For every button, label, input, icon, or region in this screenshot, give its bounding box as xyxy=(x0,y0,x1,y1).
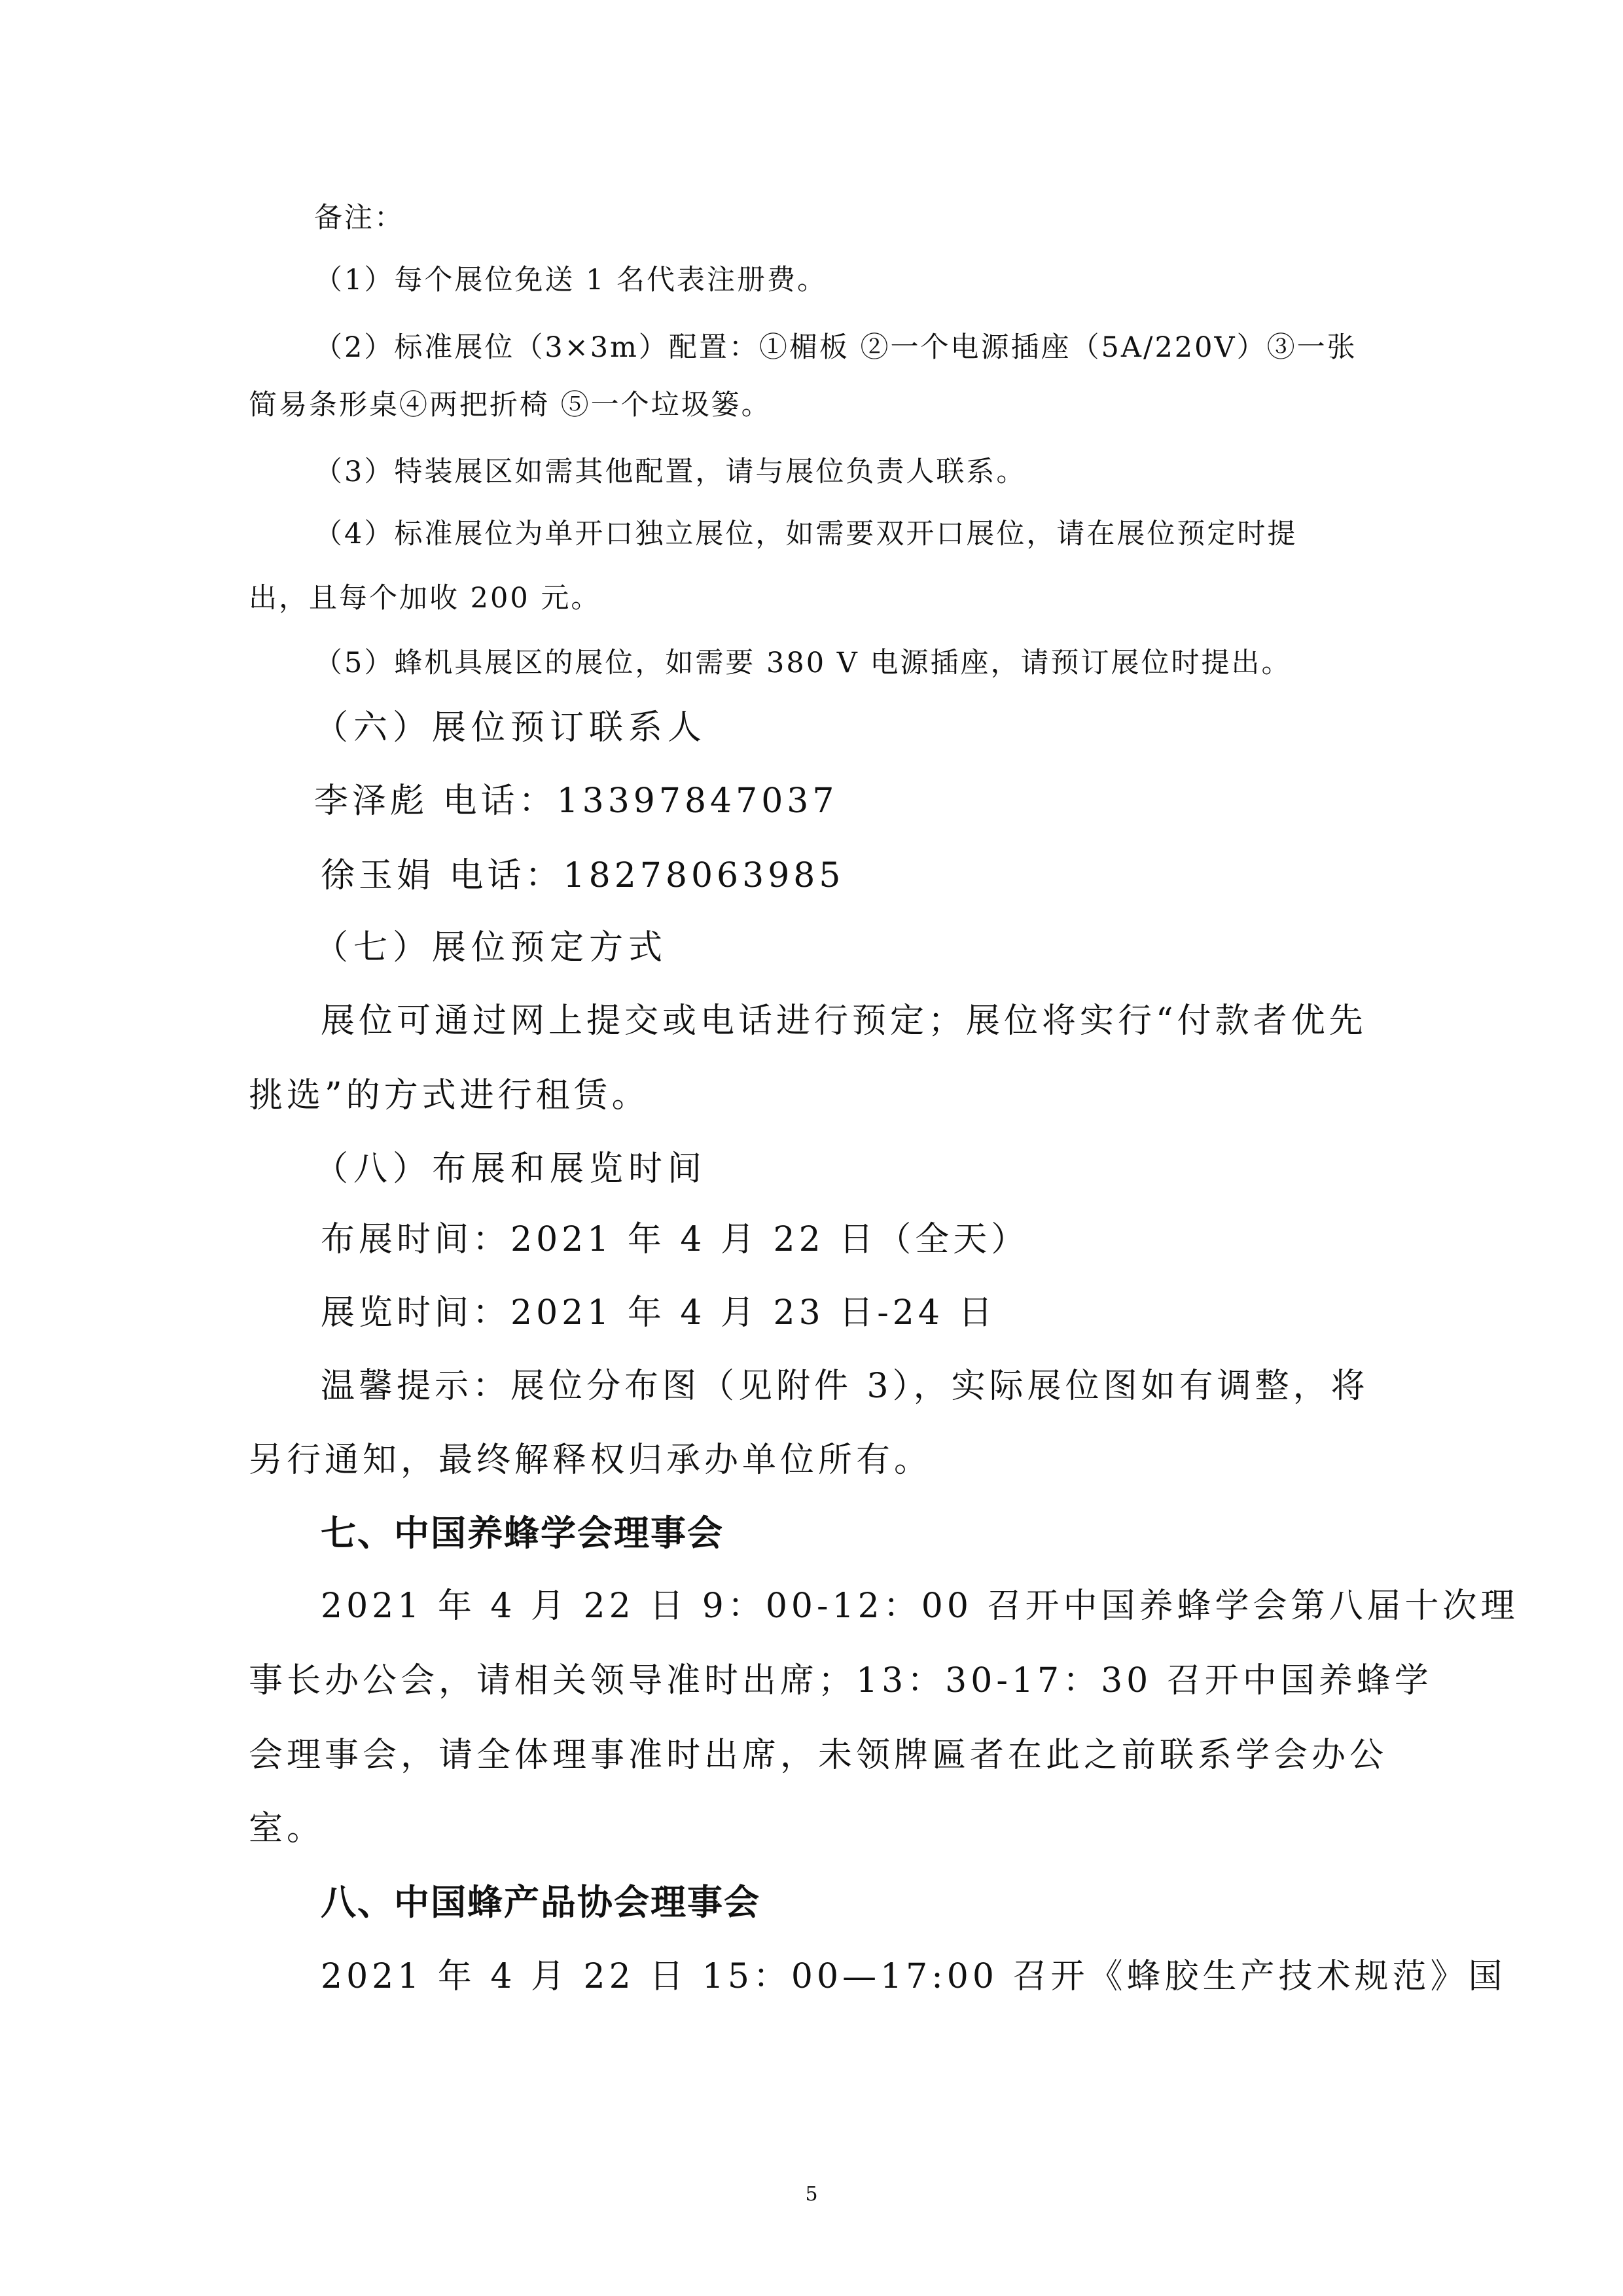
remarks-item-4-line-1: （4）标准展位为单开口独立展位，如需要双开口展位，请在展位预定时提 xyxy=(314,518,1298,550)
exhibit-time: 展览时间：2021 年 4 月 23 日-24 日 xyxy=(321,1293,997,1333)
section-7-line-4: 室。 xyxy=(249,1809,325,1848)
remarks-item-2-line-1: （2）标准展位（3×3m）配置：①楣板 ②一个电源插座（5A/220V）③一张 xyxy=(314,331,1357,364)
page-number: 5 xyxy=(805,2183,818,2206)
remarks-item-5: （5）蜂机具展区的展位，如需要 380 V 电源插座，请预订展位时提出。 xyxy=(314,647,1292,679)
tip-line-2: 另行通知，最终解释权归承办单位所有。 xyxy=(249,1441,933,1480)
contact-person-1: 李泽彪 电话：13397847037 xyxy=(314,781,838,821)
booking-heading: （七）展位预定方式 xyxy=(314,928,668,967)
schedule-heading: （八）布展和展览时间 xyxy=(314,1149,707,1189)
contact-person-2: 徐玉娟 电话：18278063985 xyxy=(321,856,845,895)
contacts-heading: （六）展位预订联系人 xyxy=(314,708,707,747)
remarks-item-3: （3）特装展区如需其他配置，请与展位负责人联系。 xyxy=(314,456,1027,488)
setup-time: 布展时间：2021 年 4 月 22 日（全天） xyxy=(321,1220,1029,1259)
tip-line-1: 温馨提示：展位分布图（见附件 3），实际展位图如有调整，将 xyxy=(321,1367,1369,1406)
remarks-title: 备注： xyxy=(314,202,404,234)
booking-line-2: 挑选”的方式进行租赁。 xyxy=(249,1076,650,1115)
section-8-line-1: 2021 年 4 月 22 日 15：00—17:00 召开《蜂胶生产技术规范》国 xyxy=(321,1957,1507,1996)
remarks-item-1: （1）每个展位免送 1 名代表注册费。 xyxy=(314,264,828,296)
remarks-item-2-line-2: 简易条形桌④两把折椅 ⑤一个垃圾篓。 xyxy=(249,389,772,422)
remarks-item-4-line-2: 出，且每个加收 200 元。 xyxy=(249,582,601,615)
booking-line-1: 展位可通过网上提交或电话进行预定；展位将实行“付款者优先 xyxy=(321,1001,1367,1041)
section-8-heading: 八、中国蜂产品协会理事会 xyxy=(321,1882,760,1923)
section-7-line-2: 事长办公会，请相关领导准时出席；13：30-17：30 召开中国养蜂学 xyxy=(249,1661,1433,1700)
section-7-line-1: 2021 年 4 月 22 日 9：00-12：00 召开中国养蜂学会第八届十次理 xyxy=(321,1587,1519,1626)
section-7-heading: 七、中国养蜂学会理事会 xyxy=(321,1513,724,1554)
section-7-line-3: 会理事会，请全体理事准时出席，未领牌匾者在此之前联系学会办公 xyxy=(249,1736,1388,1775)
